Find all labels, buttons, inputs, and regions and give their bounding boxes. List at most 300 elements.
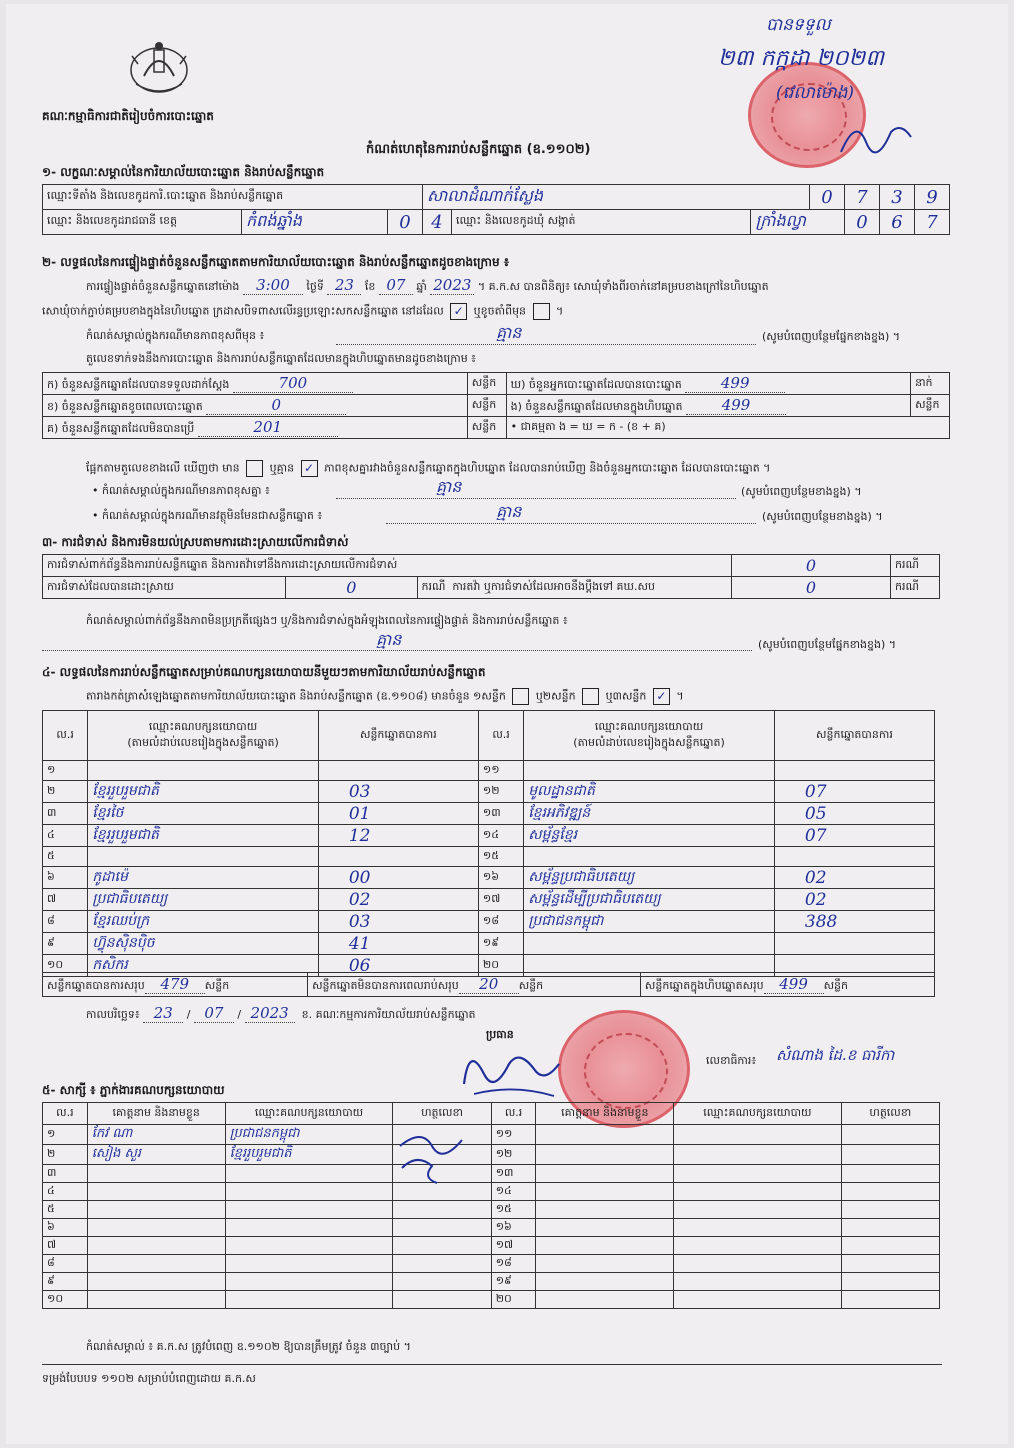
results-row <box>43 761 935 781</box>
three-sheet-label: ឬ៣សន្លឹក <box>605 689 647 703</box>
note-diff-label: • កំណត់សម្គាល់ក្នុងករណីមានភាពខុសគ្នា ៖ <box>92 484 270 497</box>
row-number-text: ១០ <box>47 1291 64 1305</box>
row-number-text: ១៩ <box>495 1273 512 1287</box>
count-e-label: ង) ចំនួនសន្លឹកឆ្នោតដែលមានក្នុងហិបឆ្នោត <box>510 399 683 413</box>
three-sheet-checkbox[interactable]: ✓ <box>653 688 670 705</box>
row-number-text: ១៨ <box>495 1255 512 1269</box>
signature-cell <box>841 1237 939 1255</box>
received-stamp-label: បានទទួល <box>766 15 831 35</box>
vote-count: 07 <box>804 825 827 846</box>
witness-row <box>43 1237 940 1255</box>
row-number-text: ៨ <box>47 1255 55 1269</box>
witness-name <box>87 1125 225 1145</box>
unit-label: សន្លឹក <box>467 395 506 417</box>
col-no-header: ល.រ <box>43 711 88 761</box>
witness-party <box>225 1183 393 1201</box>
commune-code-digit: 6 <box>880 210 915 235</box>
unit-label: សន្លឹក <box>467 417 506 439</box>
signature-cell <box>841 1165 939 1183</box>
row-number <box>43 1219 88 1237</box>
station-code-digit: 0 <box>810 185 845 210</box>
station-code-digit: 3 <box>880 185 915 210</box>
witness-name <box>87 1219 225 1237</box>
province-label: ឈ្មោះ និងលេខកូដរាជធានី ខេត្ត <box>43 210 242 235</box>
two-sheet-label: ឬ២សន្លឹក <box>535 689 576 703</box>
results-row <box>43 847 935 867</box>
total-invalid-label: សន្លឹកឆ្នោតមិនបានការពេលរាប់សរុប <box>312 978 459 992</box>
row-number <box>43 1183 88 1201</box>
party-name: សម្ព័ន្ធដើម្បីប្រជាធិបតេយ្យ <box>528 891 661 907</box>
row-number-text: ៥ <box>47 1201 55 1215</box>
vote-count: 01 <box>348 803 371 824</box>
signature-cell <box>841 1145 939 1165</box>
signature-cell <box>393 1255 491 1273</box>
irregularity-note-value: គ្មាន <box>376 630 402 649</box>
count-b-value: 0 <box>206 396 346 415</box>
appeal-label: ការតវ៉ា ឬការជំទាស់ដែលអាចនឹងប្តឹងទៅ គឃ.សប <box>452 579 655 593</box>
witness-name <box>87 1273 225 1291</box>
seal-intact-checkbox[interactable]: ✓ <box>450 303 467 320</box>
chair-signature <box>454 1034 564 1108</box>
witness-party <box>674 1219 841 1237</box>
col-votes-header: សន្លឹកឆ្នោតបានការ <box>774 711 934 761</box>
witness-name <box>536 1291 674 1309</box>
results-row <box>43 889 935 911</box>
one-sheet-checkbox[interactable] <box>512 688 529 705</box>
row-number: ១១ <box>482 762 500 776</box>
witness-name <box>536 1237 674 1255</box>
witness-party <box>225 1125 393 1145</box>
results-row <box>43 781 935 803</box>
vote-count: 41 <box>348 933 371 954</box>
difference-text-b: ឬគ្មាន <box>269 461 295 475</box>
col-no-header: ល.រ <box>491 1103 536 1125</box>
year-label: ឆ្នាំ <box>416 280 427 293</box>
row-number-text: ១៤ <box>495 1183 512 1197</box>
verification-day: 23 <box>327 276 361 295</box>
row-number: ១ <box>47 762 56 776</box>
witness-row <box>43 1273 940 1291</box>
unit-label: សន្លឹក <box>467 373 506 395</box>
signature-cell <box>393 1219 491 1237</box>
received-date: ២៣ កក្កដា ២០២៣ <box>718 46 884 71</box>
witness-party <box>674 1125 841 1145</box>
royal-emblem-icon <box>126 36 192 98</box>
witness-party <box>674 1183 841 1201</box>
tally-sheet-intro: តារាងកត់ត្រាសំឡេងឆ្នោតតាមការិយាល័យបោះឆ្នោត និងរាប់សន្លឹកឆ្នោត (ឧ.១១០៨) មានចំនួន ១សន្លឹក <box>86 689 506 703</box>
seal-damaged-checkbox[interactable] <box>533 303 550 320</box>
party-name: កសិករ <box>92 957 128 973</box>
vote-count: 00 <box>348 867 371 888</box>
note-object-label: • កំណត់សម្គាល់ក្នុងករណីមានវត្ថុមិនមែនជាសន្លឹកឆ្នោត ៖ <box>92 509 323 522</box>
committee-name: គណៈកម្មាធិការជាតិរៀបចំការបោះឆ្នោត <box>42 109 214 123</box>
commune-label: ឈ្មោះ និងលេខកូដឃុំ សង្កាត់ <box>451 210 750 235</box>
witness-party <box>225 1201 393 1219</box>
fill-hint: (សូមបំពេញបន្ថែមខាងខ្នង) ។ <box>741 485 862 498</box>
difference-yes-checkbox[interactable] <box>246 460 263 477</box>
results-row <box>43 825 935 847</box>
row-number <box>43 1125 88 1145</box>
seal-check-line: សោឃុំចាក់ភ្ជាប់គម្របខាងក្នុងនៃហិបឆ្នោត ក្រដាសបិទពាសលើរន្ធប្រឡោះសកសន្លឹកឆ្នោត នៅដដែល ✓ ឬខូចតាំពីមុន ។ <box>42 304 564 318</box>
two-sheet-checkbox[interactable] <box>582 688 599 705</box>
station-name-value: សាលាដំណាក់ស្លែង <box>426 186 543 205</box>
witness-name <box>536 1273 674 1291</box>
difference-no-checkbox[interactable]: ✓ <box>301 460 318 477</box>
witness-name <box>536 1183 674 1201</box>
party-name: ខ្មែរអភិវឌ្ឍន៍ <box>528 805 591 821</box>
unit-person-label: នាក់ <box>911 373 950 395</box>
witness-row <box>43 1165 940 1183</box>
count-e-value: 499 <box>686 396 786 415</box>
counts-intro: តួលេខទាក់ទងនឹងការបោះឆ្នោត និងការរាប់សន្លឹកឆ្នោតដែលមានក្នុងហិបឆ្នោតមានដូចខាងក្រោម ៖ <box>86 352 477 365</box>
row-number-text: ១២ <box>495 1146 513 1160</box>
secretary-name: សំណាង ដៃ.ខ ធារីកា <box>776 1046 895 1064</box>
row-number: ៧ <box>47 891 57 905</box>
count-d-value: 499 <box>685 374 785 393</box>
row-number-text: ១៦ <box>495 1219 512 1233</box>
witness-party <box>225 1291 393 1309</box>
vote-count: 02 <box>804 889 827 910</box>
polling-station-table <box>42 184 950 235</box>
row-number <box>491 1273 536 1291</box>
totals-table <box>42 972 935 997</box>
footer-note: កំណត់សម្គាល់ ៖ គ.ក.ស ត្រូវបំពេញ ឧ.១១០២ ឱ្យបានត្រឹមត្រូវ ចំនួន ៣ច្បាប់ ។ <box>86 1340 411 1353</box>
row-number <box>491 1201 536 1219</box>
witness-party <box>225 1237 393 1255</box>
row-number: ២ <box>47 783 56 797</box>
results-row <box>43 867 935 889</box>
unit-label: ករណី <box>891 577 940 599</box>
count-a-label: ក) ចំនួនសន្លឹកឆ្នោតដែលបានទទួលដាក់ស្តែង <box>47 377 230 391</box>
vote-count: 06 <box>348 955 371 976</box>
station-code-digit: 9 <box>915 185 950 210</box>
station-name-label: ឈ្មោះទីតាំង និងលេខកូដការិ.បោះឆ្នោត និងរាប់សន្លឹកឆ្នោត <box>43 185 423 210</box>
objections-table <box>42 554 940 599</box>
vote-count: 03 <box>348 781 371 802</box>
party-name: ខ្មែររួបរួមជាតិ <box>92 827 159 843</box>
col-party-header: ឈ្មោះគណបក្សនយោបាយ <box>148 719 258 733</box>
signature-cell <box>841 1125 939 1145</box>
section4-heading: ៤- លទ្ធផលនៃការរាប់សន្លឹកឆ្នោតសម្រាប់គណបក្សនយោបាយនីមួយៗតាមការិយាល័យរាប់សន្លឹកឆ្នោត <box>42 665 486 679</box>
witness-row <box>43 1291 940 1309</box>
objection-label: ការជំទាស់ពាក់ព័ន្ធនឹងការរាប់សន្លឹកឆ្នោត និងការតវ៉ាទៅនឹងការដោះស្រាយលើការជំទាស់ <box>43 555 732 577</box>
unit-label: សន្លឹក <box>204 978 230 992</box>
witness-party <box>674 1255 841 1273</box>
unit-label: ករណី <box>421 579 446 593</box>
committee-signoff-label: ខ. គណៈកម្មការការិយាល័យរាប់សន្លឹកឆ្នោត <box>301 1008 476 1021</box>
party-name: ហ៊្វុនស៊ិនប៉ិច <box>92 935 155 951</box>
witness-name <box>536 1219 674 1237</box>
party-name: ខ្មែរថៃ <box>92 805 124 821</box>
count-d-label: ឃ) ចំនួនអ្នកបោះឆ្នោតដែលបានបោះឆ្នោត <box>510 377 682 391</box>
note-diff-value: គ្មាន <box>436 477 462 496</box>
witness-party <box>674 1165 841 1183</box>
day-label: ថ្ងៃទី <box>306 280 324 293</box>
commune-value: ក្រាំងល្វា <box>755 211 806 230</box>
row-number: ២០ <box>482 957 500 971</box>
row-number-text: ១៥ <box>495 1201 512 1215</box>
section2-heading: ២- លទ្ធផលនៃការផ្ទៀងផ្ទាត់ចំនួនសន្លឹកឆ្នោតតាមការិយាល័យបោះឆ្នោត និងរាប់សន្លឹកឆ្នោតដូចខាងក្រោម ៖ <box>42 255 510 269</box>
witness-name <box>87 1255 225 1273</box>
total-invalid-value: 20 <box>459 975 519 994</box>
total-box-label: សន្លឹកឆ្នោតក្នុងហិបឆ្នោតសរុប <box>644 978 764 992</box>
witness-name <box>536 1125 674 1145</box>
witness-party-text: ខ្មែររួបរួមជាតិ <box>229 1146 292 1161</box>
row-number-text: ៩ <box>47 1273 55 1287</box>
row-number: ៨ <box>47 913 55 927</box>
witness-table <box>42 1102 940 1309</box>
row-number <box>491 1219 536 1237</box>
col-no-header: ល.រ <box>43 1103 88 1125</box>
row-number: ១៤ <box>482 827 500 841</box>
witness-name <box>536 1201 674 1219</box>
page-title: កំណត់ហេតុនៃការរាប់សន្លឹកឆ្នោត (ឧ.១១០២) <box>366 142 591 157</box>
witness-party <box>225 1165 393 1183</box>
verification-intro-b: ។ គ.ក.ស បានពិនិត្យ៖ សោឃុំទាំងពីរចាក់នៅគម្របខាងក្រៅនៃហិបឆ្នោត <box>477 280 769 293</box>
row-number-text: ៧ <box>47 1237 57 1251</box>
witness-name <box>536 1255 674 1273</box>
date-label: កាលបរិច្ឆេទ៖ <box>86 1008 140 1021</box>
row-number-text: ៤ <box>47 1183 55 1197</box>
verification-time: 3:00 <box>243 276 303 295</box>
results-row <box>43 911 935 933</box>
unit-label: សន្លឹក <box>911 395 950 417</box>
signature-cell <box>393 1273 491 1291</box>
section3-heading: ៣- ការជំទាស់ និងការមិនយល់ស្របតាមការដោះស្រាយលើការជំទាស់ <box>42 535 349 549</box>
vote-count: 02 <box>804 867 827 888</box>
witness-row <box>43 1255 940 1273</box>
signature-cell <box>841 1255 939 1273</box>
witness-party <box>674 1237 841 1255</box>
row-number-text: ១ <box>47 1126 56 1140</box>
signature-cell <box>393 1237 491 1255</box>
difference-line <box>86 460 770 478</box>
col-name-header: គោត្តនាម និងនាមខ្លួន <box>87 1103 225 1125</box>
col-votes-header: សន្លឹកឆ្នោតបានការ <box>318 711 478 761</box>
witness-name <box>87 1237 225 1255</box>
row-number: ៩ <box>47 935 55 949</box>
difference-text-a: ផ្អែកតាមតួលេខខាងលើ ឃើញថា មាន <box>86 461 240 475</box>
witness-party <box>674 1145 841 1165</box>
witness-row <box>43 1145 940 1165</box>
row-number-text: ២០ <box>495 1291 512 1305</box>
row-number-text: ១៧ <box>495 1237 514 1251</box>
signature-cell <box>841 1183 939 1201</box>
appeal-value: 0 <box>805 578 817 597</box>
count-c-value: 201 <box>198 418 338 437</box>
witness-row <box>43 1219 940 1237</box>
col-party-subheader: (តាមលំដាប់លេខរៀងក្នុងសន្លឹកឆ្នោត) <box>127 735 279 749</box>
row-number: ៥ <box>47 848 55 862</box>
received-time-note: (វេលាម៉ោង) <box>776 83 855 103</box>
results-row <box>43 803 935 825</box>
ballot-counts-table <box>42 372 950 439</box>
witness-party <box>225 1273 393 1291</box>
unit-label: សន្លឹក <box>823 978 849 992</box>
party-name: ខ្មែរឈប់ក្រ <box>92 913 150 929</box>
commune-code-digit: 7 <box>915 210 950 235</box>
col-no-header: ល.រ <box>478 711 523 761</box>
col-sign-header: ហត្ថលេខា <box>841 1103 939 1125</box>
vote-count: 03 <box>348 911 371 932</box>
party-name: ប្រជាធិបតេយ្យ <box>92 891 168 907</box>
total-box-value: 499 <box>764 975 824 994</box>
row-number: ១៦ <box>482 869 500 883</box>
province-code-digit: 4 <box>422 210 451 235</box>
resolved-value: 0 <box>346 578 357 597</box>
row-number <box>491 1125 536 1145</box>
verification-month: 07 <box>379 276 413 295</box>
ballot-count-report <box>6 4 1008 1444</box>
witness-party <box>225 1145 393 1165</box>
row-number-text: ៦ <box>47 1219 55 1233</box>
party-name: ប្រជាជនកម្ពុជា <box>528 913 604 929</box>
witness-name <box>87 1201 225 1219</box>
col-party-header: ឈ្មោះគណបក្សនយោបាយ <box>674 1103 841 1125</box>
row-number-text: ១៣ <box>495 1165 514 1179</box>
witness-name-text: កែវ ណា <box>91 1126 133 1141</box>
row-number <box>43 1237 88 1255</box>
fill-hint: (សូមបំពេញបន្ថែមផ្នែកខាងខ្នង) ។ <box>762 330 901 343</box>
note-prior-value: គ្មាន <box>496 323 522 342</box>
witness-row <box>43 1125 940 1145</box>
count-c-label: គ) ចំនួនសន្លឹកឆ្នោតដែលមិនបានប្រើ <box>47 421 195 435</box>
row-number-text: ២ <box>47 1146 56 1160</box>
results-row <box>43 933 935 955</box>
row-number-text: ៣ <box>47 1165 57 1179</box>
total-valid-value: 479 <box>145 975 205 994</box>
secretary-label: លេខាធិការ៖ <box>706 1054 757 1067</box>
unit-label: ករណី <box>891 555 940 577</box>
vote-count: 07 <box>804 781 827 802</box>
signature-cell <box>393 1201 491 1219</box>
witness-name <box>87 1183 225 1201</box>
row-number <box>43 1255 88 1273</box>
commune-code-digit: 0 <box>845 210 880 235</box>
section5-heading: ៥- សាក្សី ៖ ភ្នាក់ងារគណបក្សនយោបាយ <box>42 1083 225 1097</box>
signature-cell <box>841 1291 939 1309</box>
witness-row <box>43 1201 940 1219</box>
count-a-value: 700 <box>233 374 353 393</box>
witness-name <box>87 1291 225 1309</box>
party-name: សម្ព័ន្ធប្រជាធិបតេយ្យ <box>528 869 635 885</box>
witness-party <box>674 1291 841 1309</box>
witness-party <box>674 1273 841 1291</box>
row-number-text: ១១ <box>495 1126 513 1140</box>
row-number: ៣ <box>47 805 57 819</box>
resolved-label: ការជំទាស់ដែលបានដោះស្រាយ <box>43 577 286 599</box>
fill-hint: (សូមបំពេញបន្ថែមផ្នែកខាងខ្នង) ។ <box>758 638 897 651</box>
row-number <box>43 1145 88 1165</box>
difference-text-c: ភាពខុសគ្នារវាងចំនួនសន្លឹកឆ្នោតក្នុងហិបឆ្នោត ដែលបានរាប់ឃើញ និងចំនួនអ្នកបោះឆ្នោត ដែលបានបោះឆ្នោត ។ <box>324 461 771 475</box>
signing-date-line: កាលបរិច្ឆេទ៖ 23 / 07 / 2023 ខ. គណៈកម្មការការិយាល័យរាប់សន្លឹកឆ្នោត <box>86 1004 476 1022</box>
witness-name <box>87 1145 225 1165</box>
signing-month: 07 <box>194 1004 234 1023</box>
signing-year: 2023 <box>245 1004 295 1023</box>
chair-label: ប្រធាន <box>486 1028 514 1041</box>
signature-cell <box>841 1201 939 1219</box>
note-prior-label: កំណត់សម្គាល់ក្នុងករណីមានភាពខុសពីមុន ៖ <box>86 329 265 342</box>
row-number: ១៣ <box>482 805 501 819</box>
form-version: ទម្រង់បែបបទ ១១០២ សម្រាប់បំពេញដោយ គ.ក.ស <box>42 1372 256 1385</box>
signature-cell <box>841 1273 939 1291</box>
party-name: កូដាម៉េ <box>92 869 128 885</box>
row-number <box>43 1165 88 1183</box>
col-party-header: ឈ្មោះគណបក្សនយោបាយ <box>594 719 704 733</box>
month-label: ខែ <box>364 280 376 293</box>
row-number <box>43 1291 88 1309</box>
seal-damaged-label: ឬខូចតាំពីមុន <box>473 304 527 318</box>
row-number <box>491 1183 536 1201</box>
row-number <box>491 1145 536 1165</box>
count-formula: • ជាគម្មតា ង = ឃ = ក - (ខ + គ) <box>506 417 949 439</box>
objection-value: 0 <box>805 556 817 575</box>
received-signature <box>836 112 916 166</box>
witness-name-text: សៀង សួរ <box>91 1146 141 1161</box>
section1-heading: ១- លក្ខណៈសម្គាល់នៃការិយាល័យបោះឆ្នោត និងរាប់សន្លឹកឆ្នោត <box>42 165 325 179</box>
signature-cell <box>841 1219 939 1237</box>
row-number <box>491 1291 536 1309</box>
row-number: ៤ <box>47 827 55 841</box>
row-number: ១២ <box>482 783 500 797</box>
vote-count: 05 <box>804 803 827 824</box>
row-number <box>491 1165 536 1183</box>
signature-cell <box>393 1291 491 1309</box>
witness-party <box>225 1255 393 1273</box>
count-b-label: ខ) ចំនួនសន្លឹកឆ្នោតខូចពេលបោះឆ្នោត <box>47 399 203 413</box>
party-name: មូលដ្ឋានជាតិ <box>528 783 595 799</box>
province-value: កំពង់ឆ្នាំង <box>246 211 302 230</box>
row-number: ១៩ <box>482 935 500 949</box>
witness-signature <box>392 1128 472 1192</box>
note-object-value: គ្មាន <box>496 502 522 521</box>
row-number <box>43 1201 88 1219</box>
province-code-digit: 0 <box>387 210 422 235</box>
row-number: ១៨ <box>482 913 500 927</box>
vote-count: 02 <box>348 889 371 910</box>
tally-sheet-line: តារាងកត់ត្រាសំឡេងឆ្នោតតាមការិយាល័យបោះឆ្នោត និងរាប់សន្លឹកឆ្នោត (ឧ.១១០៨) មានចំនួន ១សន្លឹក ឬ២សន្លឹក ឬ៣សន្លឹក ✓ ។ <box>86 689 684 703</box>
witness-name <box>87 1165 225 1183</box>
vote-count: 388 <box>804 911 838 932</box>
row-number: ១៧ <box>482 891 501 905</box>
witness-party-text: ប្រជាជនកម្ពុជា <box>229 1126 300 1141</box>
unit-label: សន្លឹក <box>518 978 544 992</box>
seal-check-text: សោឃុំចាក់ភ្ជាប់គម្របខាងក្នុងនៃហិបឆ្នោត ក្រដាសបិទពាសលើរន្ធប្រឡោះសកសន្លឹកឆ្នោត នៅដដែល <box>42 304 444 318</box>
party-name: សម្ព័ន្ធខ្មែរ <box>528 827 578 843</box>
col-party-header: ឈ្មោះគណបក្សនយោបាយ <box>225 1103 393 1125</box>
row-number: ៦ <box>47 869 55 883</box>
row-number <box>43 1273 88 1291</box>
witness-party <box>225 1219 393 1237</box>
irregularity-note-label: កំណត់សម្គាល់ពាក់ព័ន្ធនឹងភាពមិនប្រក្រតីផ្សេងៗ ឬ/និងការជំទាស់ក្នុងអំឡុងពេលនៃការផ្ទៀងផ្ទាត់ និងការរាប់សន្លឹកឆ្នោត ៖ <box>86 614 568 627</box>
row-number <box>491 1255 536 1273</box>
col-sign-header: ហត្ថលេខា <box>393 1103 491 1125</box>
col-party-subheader: (តាមលំដាប់លេខរៀងក្នុងសន្លឹកឆ្នោត) <box>573 735 725 749</box>
total-valid-label: សន្លឹកឆ្នោតបានការសរុប <box>47 978 145 992</box>
row-number: ១៥ <box>482 848 500 862</box>
party-name: ខ្មែររួបរួមជាតិ <box>92 783 159 799</box>
station-code-digit: 7 <box>845 185 880 210</box>
verification-intro: ការផ្ទៀងផ្ទាត់ចំនួនសន្លឹកឆ្នោតនៅម៉ោង <box>86 280 240 293</box>
fill-hint: (សូមបំពេញបន្ថែមខាងខ្នង) ។ <box>762 510 883 523</box>
witness-row <box>43 1183 940 1201</box>
vote-count: 12 <box>348 825 371 846</box>
row-number: ១០ <box>47 957 64 971</box>
verification-line <box>86 276 769 296</box>
witness-party <box>674 1201 841 1219</box>
row-number <box>491 1237 536 1255</box>
verification-year: 2023 <box>430 276 474 295</box>
